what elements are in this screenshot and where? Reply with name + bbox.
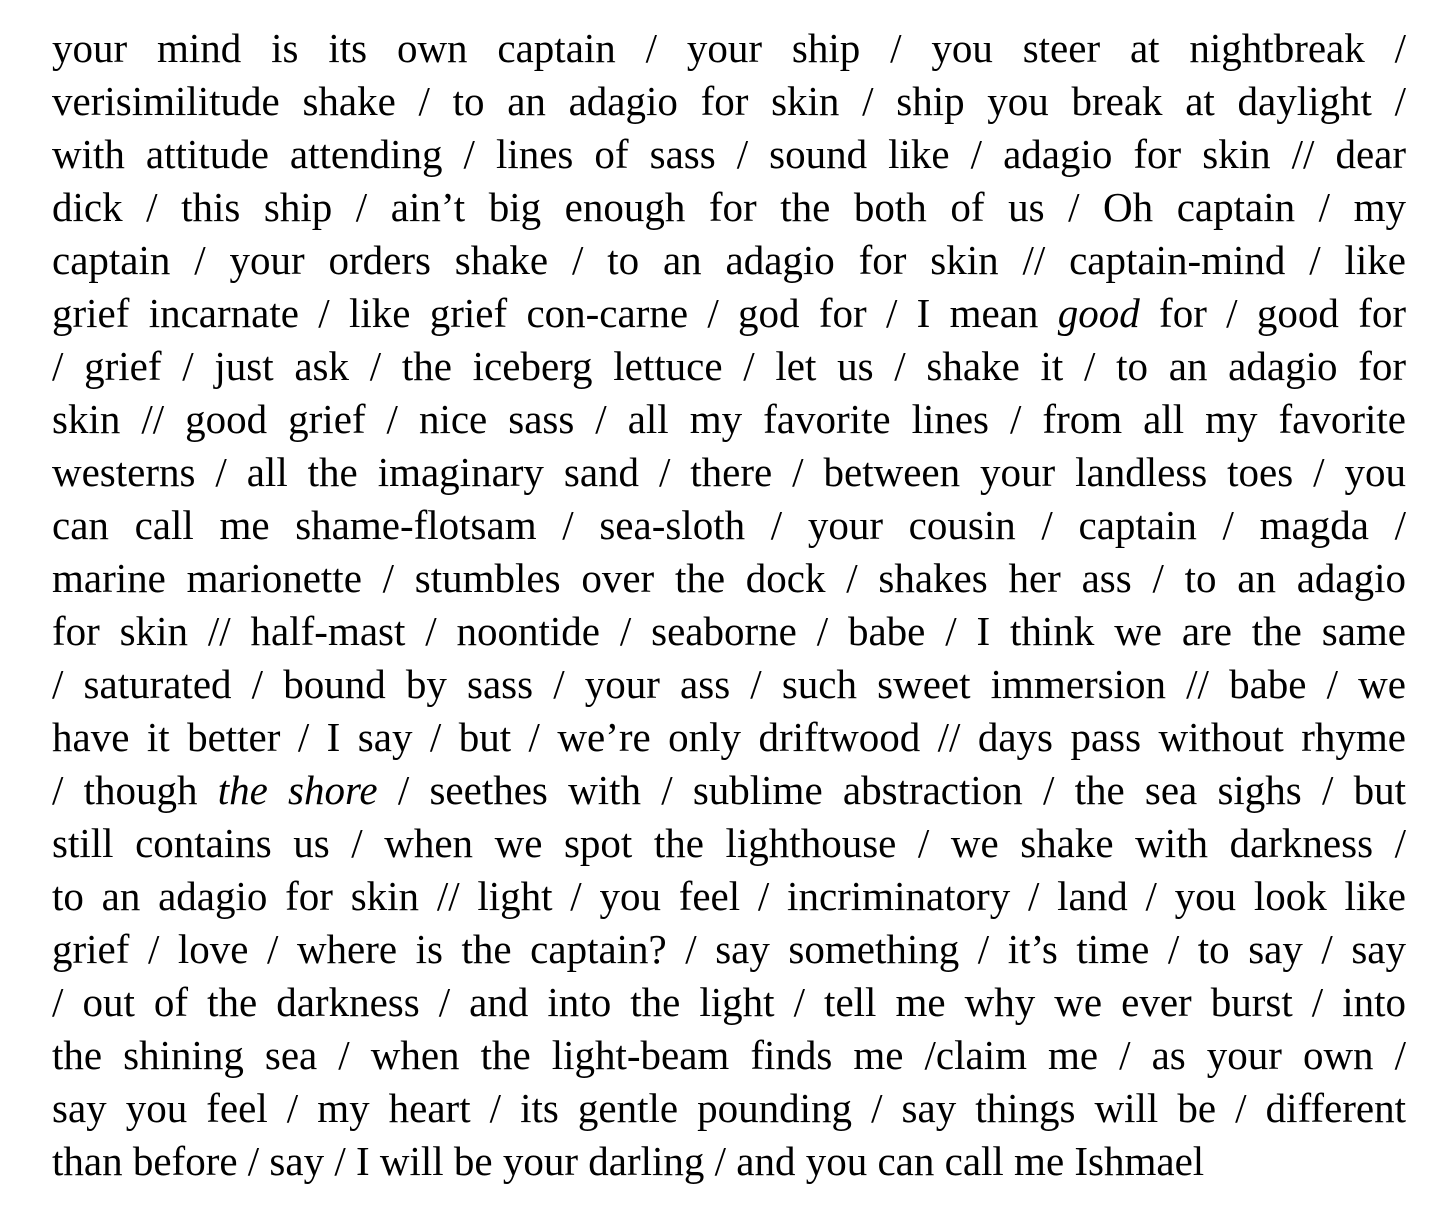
poem-text-segment: for / good for [1139,290,1406,336]
poem-line [52,605,1406,658]
poem-text-segment: still contains us / when we spot the lighthouse / we shake with darkness / [52,820,1406,866]
poem-text-segment: say you feel / my heart / its gentle pounding / say things will be / different [52,1085,1406,1131]
poem-line [52,923,1406,976]
poem-line [52,870,1406,923]
poem-text-segment: have it better / I say / but / we’re only driftwood // days pass without rhyme [52,714,1406,760]
poem-line [52,340,1406,393]
poem-line [52,1082,1406,1135]
poem-text-segment: dick / this ship / ain’t big enough for the both of us / Oh captain / my [52,184,1406,230]
poem-line [52,1135,1406,1188]
poem-text-segment: captain / your orders shake / to an adagio for skin // captain-mind / like [52,237,1406,283]
poem-text-segment: marine marionette / stumbles over the dock / shakes her ass / to an adagio [52,555,1406,601]
poem-italic-phrase: the shore [217,767,378,813]
poem-text-segment: than before / say / I will be your darling / and you can call me Ishmael [52,1138,1205,1184]
poem-line [52,1029,1406,1082]
poem-line [52,499,1406,552]
poem-line [52,22,1406,75]
poem-line [52,711,1406,764]
poem-text-segment: to an adagio for skin // light / you feel / incriminatory / land / you look like [52,873,1406,919]
poem-line [52,817,1406,870]
poem-line [52,181,1406,234]
poem-text-segment: / saturated / bound by sass / your ass / such sweet immersion // babe / we [52,661,1406,707]
poem-text-segment: verisimilitude shake / to an adagio for skin / ship you break at daylight / [52,78,1406,124]
poem-line [52,976,1406,1029]
poem-italic-phrase: good [1057,290,1140,336]
poem-line [52,393,1406,446]
poem-text-segment: can call me shame-flotsam / sea-sloth / your cousin / captain / magda / [52,502,1406,548]
poem-text-segment: for skin // half-mast / noontide / seaborne / babe / I think we are the same [52,608,1406,654]
poem-text-segment: westerns / all the imaginary sand / there / between your landless toes / you [52,449,1406,495]
poem-line [52,75,1406,128]
poem-text-segment: / seethes with / sublime abstraction / the sea sighs / but [377,767,1406,813]
poem-text-segment: / grief / just ask / the iceberg lettuce / let us / shake it / to an adagio for [52,343,1406,389]
poem-line [52,128,1406,181]
poem-text-segment: with attitude attending / lines of sass / sound like / adagio for skin // dear [52,131,1406,177]
poem-line [52,446,1406,499]
poem-text-segment: skin // good grief / nice sass / all my favorite lines / from all my favorite [52,396,1406,442]
poem-line [52,764,1406,817]
poem-text-segment: grief / love / where is the captain? / say something / it’s time / to say / say [52,926,1406,972]
poem-text-segment: grief incarnate / like grief con-carne / god for / I mean [52,290,1058,336]
poem-line [52,234,1406,287]
poem-text-segment: the shining sea / when the light-beam finds me /claim me / as your own / [52,1032,1406,1078]
poem-text-segment: / out of the darkness / and into the light / tell me why we ever burst / into [52,979,1406,1025]
poem-line [52,658,1406,711]
poem-text-block [52,22,1406,1188]
poem-line [52,552,1406,605]
poem-text-segment: your mind is its own captain / your ship / you steer at nightbreak / [52,25,1406,71]
poem-text-segment: / though [52,767,218,813]
poem-line [52,287,1406,340]
